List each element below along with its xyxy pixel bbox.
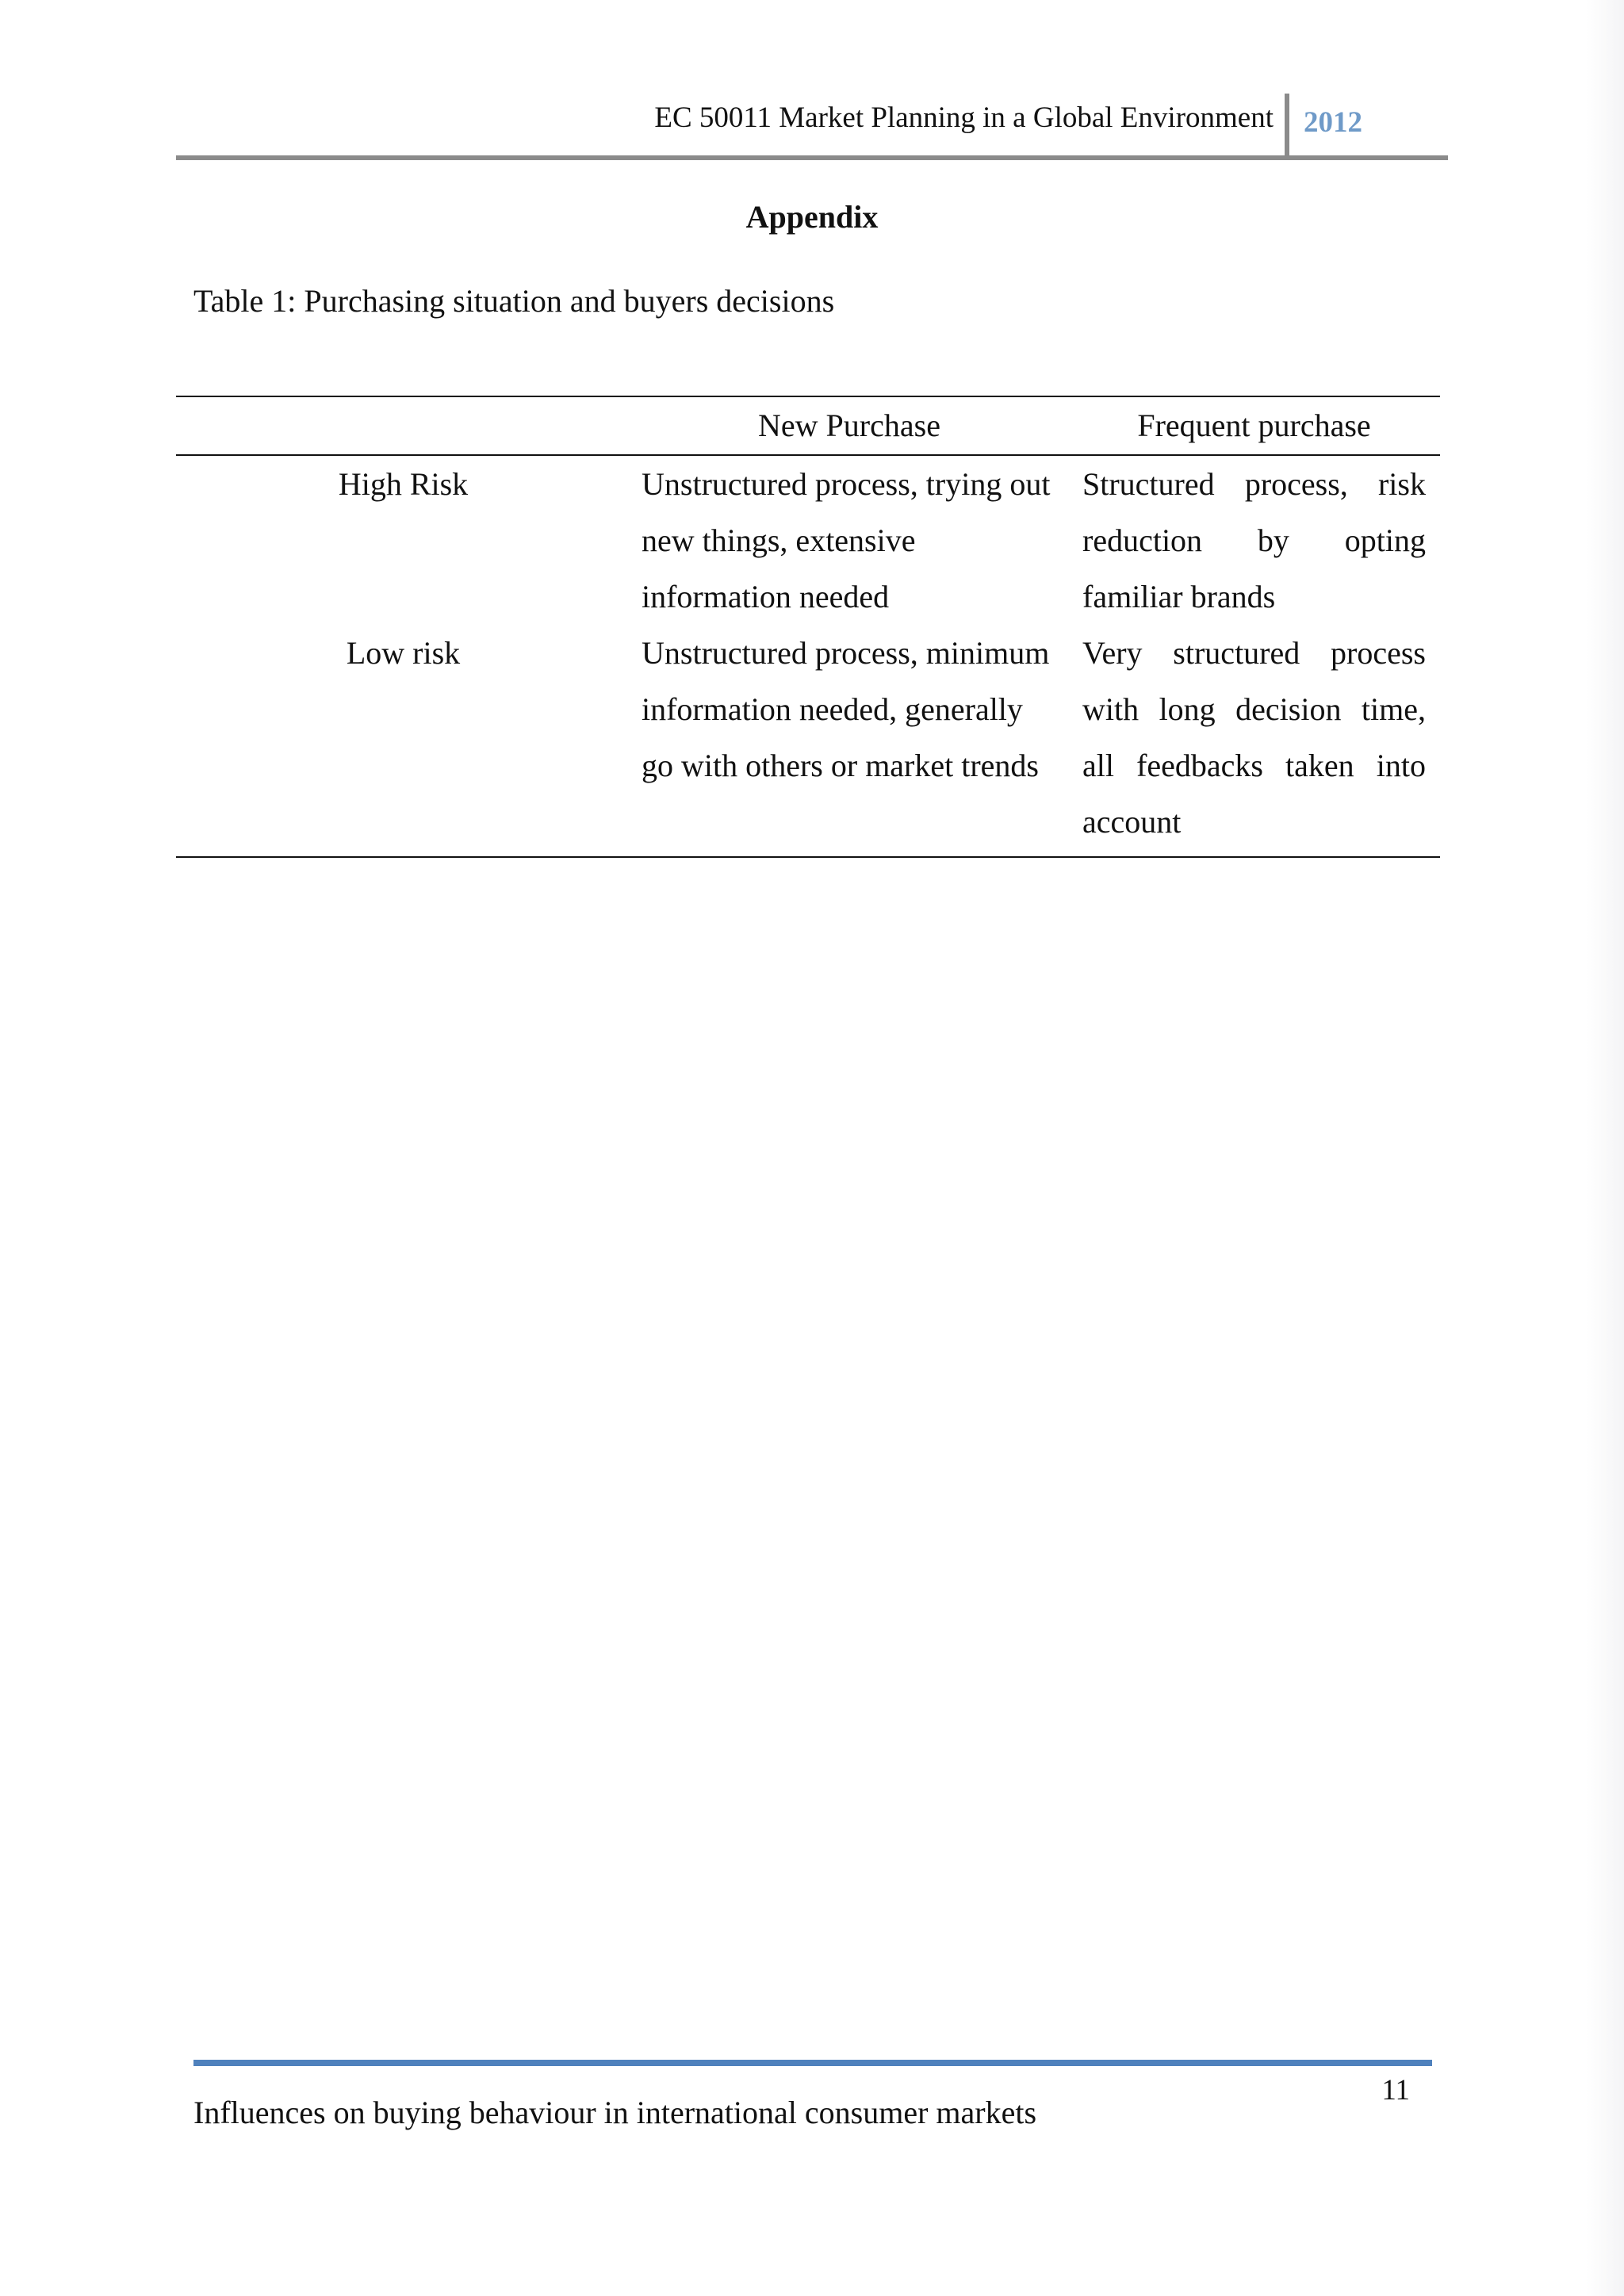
table-row xyxy=(176,455,1440,625)
header-title: EC 50011 Market Planning in a Global Environment xyxy=(654,101,1274,134)
header-divider xyxy=(1285,94,1289,157)
header-rule xyxy=(176,155,1448,160)
page-edge-shadow xyxy=(1586,0,1624,2296)
table-header-new-purchase: New Purchase xyxy=(630,396,1068,455)
footer-rule xyxy=(193,2060,1432,2066)
table-header-empty xyxy=(176,396,630,455)
footer-text: Influences on buying behaviour in international consumer markets xyxy=(193,2095,1037,2130)
row-label-low-risk: Low risk xyxy=(176,625,630,857)
cell-high-risk-new-purchase: Unstructured process, trying out new things, extensive information needed xyxy=(642,466,1051,614)
cell-high-risk-frequent-purchase: Structured process, risk reduction by opting familiar brands xyxy=(1082,466,1426,614)
appendix-heading: Appendix xyxy=(745,199,879,235)
row-label-high-risk: High Risk xyxy=(338,466,469,502)
cell-low-risk-frequent-purchase: Very structured process with long decision time, all feedbacks taken into account xyxy=(1068,625,1440,857)
header-year: 2012 xyxy=(1304,106,1362,139)
table-row xyxy=(176,625,1440,857)
table-header-frequent-purchase: Frequent purchase xyxy=(1068,396,1440,455)
page-number: 11 xyxy=(1381,2074,1410,2107)
cell-low-risk-new-purchase: Unstructured process, minimum information needed, generally go with others or market trends xyxy=(630,625,1068,857)
table-header-row xyxy=(176,396,1440,455)
purchasing-table xyxy=(176,396,1440,858)
table-caption: Table 1: Purchasing situation and buyers decisions xyxy=(193,283,835,319)
